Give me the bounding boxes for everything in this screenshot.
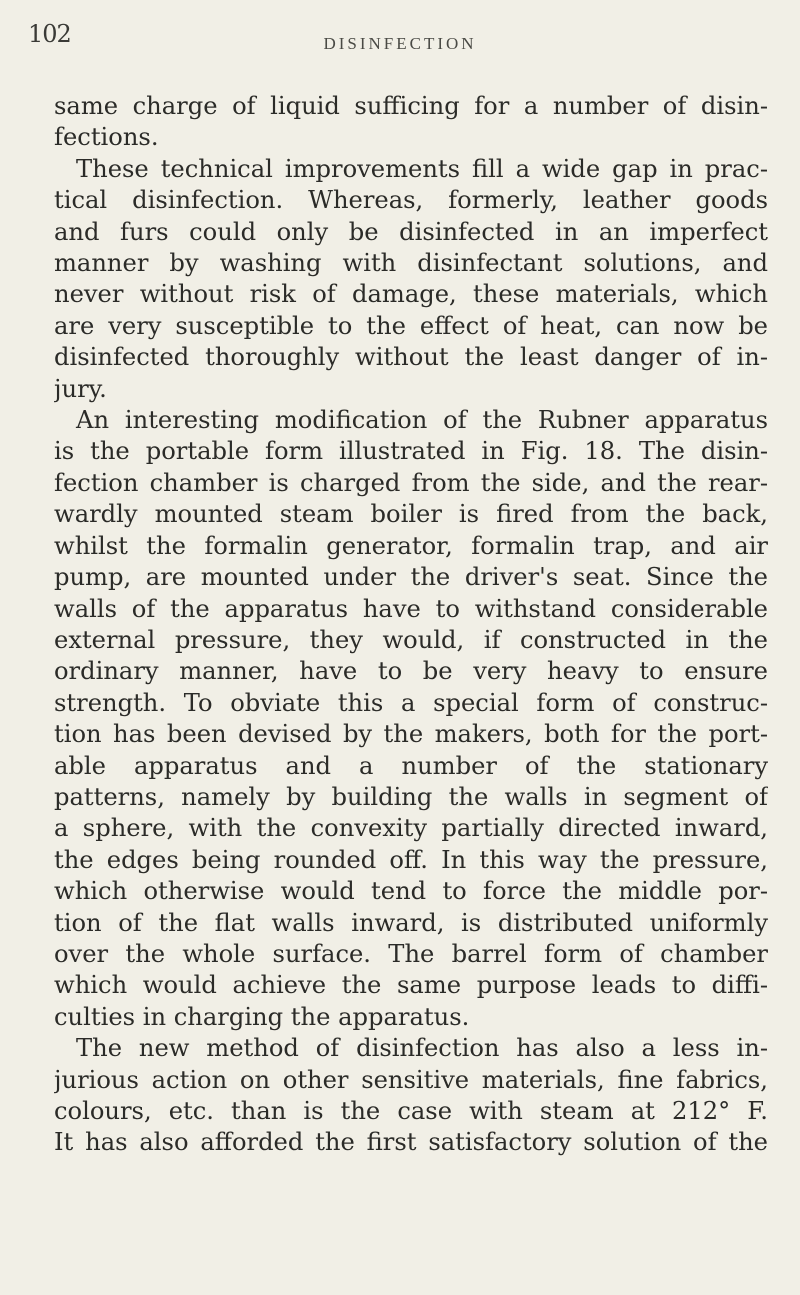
text-line: which otherwise would tend to force the middle por- bbox=[54, 877, 768, 906]
text-line: manner by washing with disinfectant solutions, and bbox=[54, 249, 768, 278]
text-line: never without risk of damage, these materials, which bbox=[54, 280, 768, 309]
text-line: able apparatus and a number of the stationary bbox=[54, 751, 768, 780]
running-head: DISINFECTION bbox=[323, 34, 477, 53]
text-line: a sphere, with the convexity partially directed inward, bbox=[54, 814, 768, 843]
text-line: whilst the formalin generator, formalin trap, and air bbox=[54, 531, 768, 560]
text-line: ordinary manner, have to be very heavy to ensure bbox=[54, 657, 768, 686]
text-line: patterns, namely by building the walls in segment of bbox=[54, 782, 768, 811]
text-line: It has also afforded the first satisfactory solution of the bbox=[54, 1128, 768, 1157]
text-line: the edges being rounded off. In this way the pressure, bbox=[54, 845, 768, 874]
text-line: and furs could only be disinfected in an imperfect bbox=[54, 217, 768, 246]
body-text bbox=[54, 91, 768, 1159]
text-line: fections. bbox=[54, 123, 159, 152]
text-line: which would achieve the same purpose leads to diffi- bbox=[54, 971, 768, 1000]
text-line: strength. To obviate this a special form of construc- bbox=[54, 688, 768, 717]
text-line: These technical improvements fill a wide gap in prac- bbox=[76, 154, 768, 183]
text-line: fection chamber is charged from the side, and the rear- bbox=[54, 468, 768, 497]
text-line: The new method of disinfection has also a less in- bbox=[76, 1034, 768, 1063]
text-line: same charge of liquid sufficing for a number of disin- bbox=[54, 92, 768, 120]
text-line: pump, are mounted under the driver's seat. Since the bbox=[54, 563, 768, 592]
text-line: jurious action on other sensitive materials, fine fabrics, bbox=[54, 1065, 768, 1094]
text-line: colours, etc. than is the case with steam at 212° F. bbox=[54, 1097, 768, 1125]
text-line: tion has been devised by the makers, both for the port- bbox=[54, 720, 768, 749]
text-line: An interesting modification of the Rubner apparatus bbox=[76, 406, 768, 435]
text-line: external pressure, they would, if constructed in the bbox=[54, 625, 768, 654]
text-line: walls of the apparatus have to withstand considerable bbox=[54, 594, 768, 623]
text-line: disinfected thoroughly without the least danger of in- bbox=[54, 343, 768, 372]
text-line: wardly mounted steam boiler is fired from the back, bbox=[54, 500, 768, 529]
page-number: 102 bbox=[28, 20, 71, 48]
text-line: is the portable form illustrated in Fig. 18. The disin- bbox=[54, 437, 768, 466]
text-line: jury. bbox=[54, 374, 107, 403]
text-line: tical disinfection. Whereas, formerly, leather goods bbox=[54, 186, 768, 215]
text-line: are very susceptible to the effect of heat, can now be bbox=[54, 311, 768, 340]
text-line: culties in charging the apparatus. bbox=[54, 1002, 470, 1031]
text-line: tion of the flat walls inward, is distributed uniformly bbox=[54, 908, 768, 937]
text-line: over the whole surface. The barrel form of chamber bbox=[54, 939, 768, 968]
